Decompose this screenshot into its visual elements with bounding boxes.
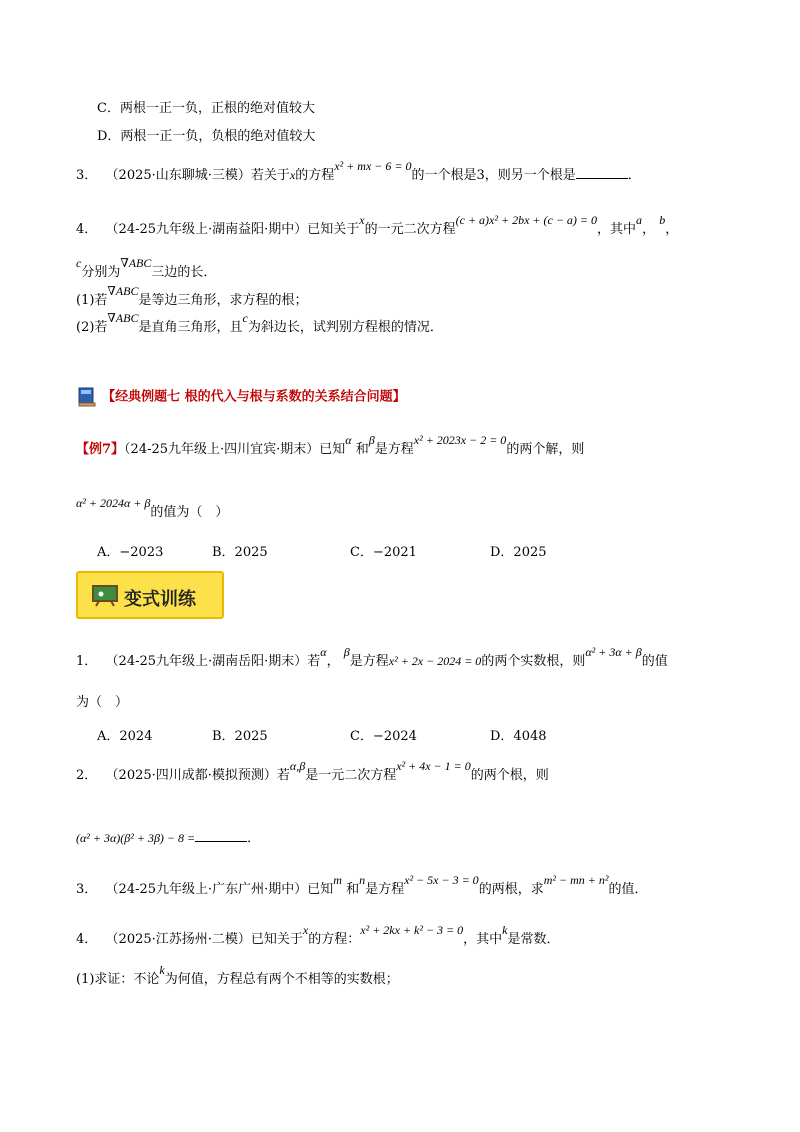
q-number: 3． xyxy=(76,168,98,183)
option-d: D．两根一正一负，负根的绝对值较大 xyxy=(97,129,316,144)
expression: α² + 2024α + β xyxy=(76,496,151,510)
expression: α² + 3α + β xyxy=(585,645,642,659)
option-c: C．两根一正一负，正根的绝对值较大 xyxy=(97,101,315,116)
question-4: 4． （24-25九年级上·湖南益阳·期中）已知关于x的一元二次方程(c + a)x² + 2bx + (c − a) = 0，其中a， b， xyxy=(76,213,679,237)
q-source: （24-25九年级上·湖南益阳·期中）已知关于 xyxy=(105,222,360,237)
expression: m² − mn + n² xyxy=(543,873,609,887)
question-4-line2: c分别为∇ABC三边的长． xyxy=(76,256,217,280)
t1-option-a[interactable]: A．2024 xyxy=(97,729,153,744)
section-header xyxy=(76,386,406,408)
t1-option-b[interactable]: B．2025 xyxy=(212,729,268,744)
question-3: 3． （2025·山东聊城·三模）若关于x的方程x² + mx − 6 = 0的一个根是3，则另一个根是 ． xyxy=(76,159,641,183)
expression: (α² + 3α)(β² + 3β) − 8 = xyxy=(76,831,196,845)
practice-banner xyxy=(76,571,224,619)
section-title: 【经典例题七 根的代入与根与系数的关系结合问题】 xyxy=(102,389,406,405)
example-7-line2: α² + 2024α + β的值为（ ） xyxy=(76,496,229,520)
practice-3: 3． （24-25九年级上·广东广州·期中）已知m 和n是方程x² − 5x − 3 = 0的两根，求m² − mn + n²的值． xyxy=(76,873,648,897)
equation: (c + a)x² + 2bx + (c − a) = 0 xyxy=(455,213,598,227)
practice-4: 4． （2025·江苏扬州·二模）已知关于x的方程：x² + 2kx + k² − 3 = 0，其中k是常数． xyxy=(76,923,560,947)
ex7-option-a[interactable]: A．−2023 xyxy=(97,545,164,560)
math-var: x xyxy=(289,168,296,182)
blackboard-icon xyxy=(92,585,118,611)
practice-2: 2． （2025·四川成都·模拟预测）若α,β是一元二次方程x² + 4x − 1 = 0的两个根，则 xyxy=(76,759,549,783)
ex7-option-c[interactable]: C．−2021 xyxy=(350,545,417,560)
q-source: （2025·山东聊城·三模）若关于 xyxy=(105,168,290,183)
answer-blank[interactable] xyxy=(576,166,628,179)
example-7: 【例7】（24-25九年级上·四川宜宾·期末）已知α 和β是方程x² + 2023x − 2 = 0的两个解，则 xyxy=(76,433,585,457)
equation: x² + 2023x − 2 = 0 xyxy=(413,433,507,447)
ex7-option-b[interactable]: B．2025 xyxy=(212,545,268,560)
equation: x² + mx − 6 = 0 xyxy=(334,159,412,173)
t1-option-d[interactable]: D．4048 xyxy=(490,729,547,744)
banner-label: 变式训练 xyxy=(124,589,196,610)
question-4-part2: (2)若∇ABC是直角三角形，且c为斜边长，试判别方程根的情况． xyxy=(76,311,443,335)
practice-1: 1． （24-25九年级上·湖南岳阳·期末）若α， β是方程x² + 2x − 2024 = 0的两个实数根，则α² + 3α + β的值 xyxy=(76,645,668,669)
practice-1-line2: 为（ ） xyxy=(76,695,129,710)
equation: x² + 2x − 2024 = 0 xyxy=(388,654,482,668)
equation: x² + 4x − 1 = 0 xyxy=(396,759,471,773)
practice-4-part1: (1)求证：不论k为何值，方程总有两个不相等的实数根； xyxy=(76,963,399,987)
triangle-symbol: ∇ABC xyxy=(120,256,152,270)
t1-option-c[interactable]: C．−2024 xyxy=(350,729,417,744)
book-icon xyxy=(76,386,98,408)
question-4-part1: (1)若∇ABC是等边三角形，求方程的根； xyxy=(76,284,308,308)
q-number: 4． xyxy=(76,222,98,237)
equation: x² + 2kx + k² − 3 = 0 xyxy=(360,923,464,937)
equation: x² − 5x − 3 = 0 xyxy=(404,873,479,887)
practice-2-line2: (α² + 3α)(β² + 3β) − 8 = ． xyxy=(76,831,261,846)
example-tag: 【例7】 xyxy=(76,442,125,457)
answer-blank[interactable] xyxy=(195,829,247,842)
ex7-option-d[interactable]: D．2025 xyxy=(490,545,547,560)
